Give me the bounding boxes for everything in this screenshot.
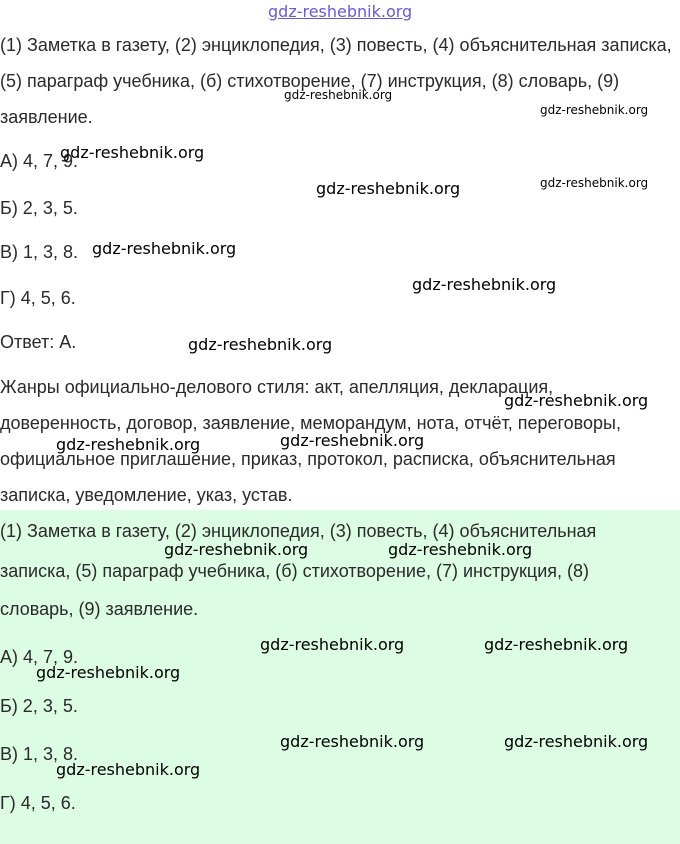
watermark: gdz-reshebnik.org xyxy=(540,103,649,117)
option-a: А) 4, 7, 9. xyxy=(0,151,79,171)
answer-text-line: (1) Заметка в газету, (2) энциклопедия, (3) повесть, (4) объяснительная xyxy=(0,521,597,541)
watermark: gdz-reshebnik.org xyxy=(260,635,405,654)
watermark: gdz-reshebnik.org xyxy=(36,663,181,682)
watermark: gdz-reshebnik.org xyxy=(280,431,425,450)
task-text-line: (5) параграф учебника, (б) стихотворение, (7) инструкция, (8) словарь, (9) xyxy=(0,71,620,91)
watermark: gdz-reshebnik.org xyxy=(412,275,557,294)
watermark: gdz-reshebnik.org xyxy=(540,176,649,190)
watermark: gdz-reshebnik.org xyxy=(316,179,461,198)
answer-option-b: Б) 2, 3, 5. xyxy=(0,696,78,716)
watermark: gdz-reshebnik.org xyxy=(60,143,205,162)
answer-option-a: А) 4, 7, 9. xyxy=(0,647,79,667)
answer-option-d: Г) 4, 5, 6. xyxy=(0,793,76,813)
option-c: В) 1, 3, 8. xyxy=(0,242,79,262)
watermark: gdz-reshebnik.org xyxy=(164,540,309,559)
genres-line: официальное приглашение, приказ, протокол, расписка, объяснительная xyxy=(0,449,616,469)
genres-line: записка, уведомление, указ, устав. xyxy=(0,485,293,505)
watermark: gdz-reshebnik.org xyxy=(284,88,393,102)
task-text-line: (1) Заметка в газету, (2) энциклопедия, (3) повесть, (4) объяснительная записка, xyxy=(0,35,672,55)
genres-line: Жанры официально-делового стиля: акт, апелляция, декларация, xyxy=(0,377,554,397)
genres-line: доверенность, договор, заявление, меморандум, нота, отчёт, переговоры, xyxy=(0,413,621,433)
answer-text-line: записка, (5) параграф учебника, (б) стихотворение, (7) инструкция, (8) xyxy=(0,561,589,581)
watermark: gdz-reshebnik.org xyxy=(484,635,629,654)
watermark-link[interactable]: gdz-reshebnik.org xyxy=(268,2,413,21)
option-d: Г) 4, 5, 6. xyxy=(0,288,76,308)
answer-text-line: словарь, (9) заявление. xyxy=(0,599,199,619)
option-b: Б) 2, 3, 5. xyxy=(0,198,78,218)
watermark: gdz-reshebnik.org xyxy=(188,335,333,354)
watermark: gdz-reshebnik.org xyxy=(280,732,425,751)
watermark: gdz-reshebnik.org xyxy=(56,760,201,779)
answer-option-c: В) 1, 3, 8. xyxy=(0,744,79,764)
watermark: gdz-reshebnik.org xyxy=(504,391,649,410)
task-text-line: заявление. xyxy=(0,107,93,127)
watermark: gdz-reshebnik.org xyxy=(388,540,533,559)
watermark: gdz-reshebnik.org xyxy=(56,435,201,454)
answer-text: Ответ: А. xyxy=(0,332,77,352)
watermark: gdz-reshebnik.org xyxy=(92,239,237,258)
watermark: gdz-reshebnik.org xyxy=(504,732,649,751)
